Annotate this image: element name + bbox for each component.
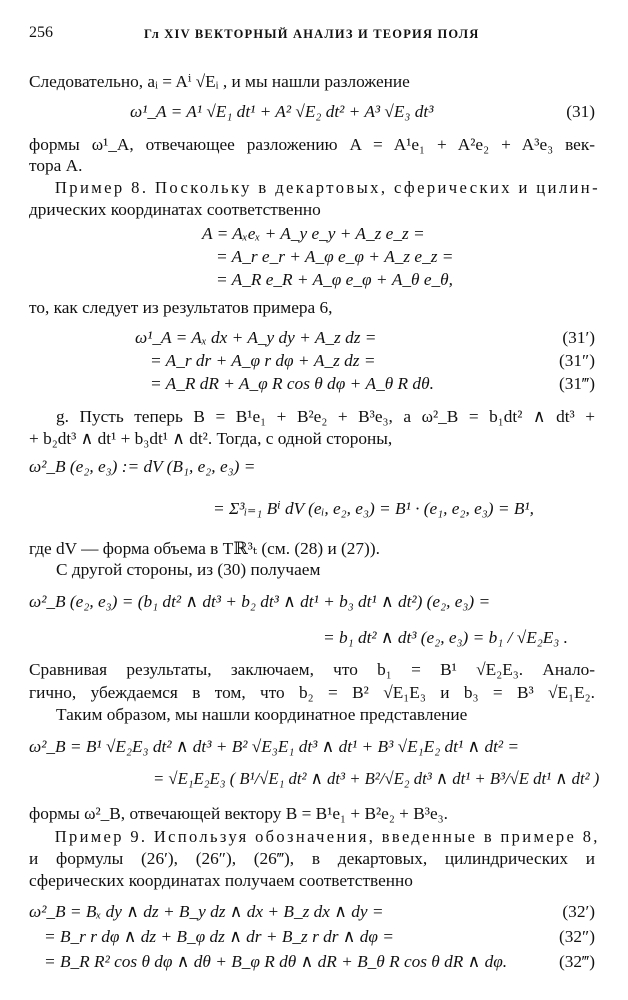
equation: ω²_B = B¹ √E₂E₃ dt² ∧ dt³ + B² √E₃E₁ dt³ ∧ dt¹ + B³ √E₁E₂ dt¹ ∧ dt² = [29,737,520,756]
equation: ω¹_A = Aₓ dx + A_y dy + A_z dz = [135,328,377,347]
equation-number: (31″) [559,351,595,370]
equation: = A_R e_R + A_φ e_φ + A_θ e_θ, [216,270,453,289]
equation: = A_R dR + A_φ R cos θ dφ + A_θ R dθ. [150,374,434,393]
equation: = b₁ dt² ∧ dt³ (e₂, e₃) = b₁ / √E₂E₃ . [323,628,568,647]
text-line: Следовательно, aᵢ = Aⁱ √Eᵢ , и мы нашли разложение [29,72,410,91]
equation: = Σ³ᵢ₌₁ Bⁱ dV (eᵢ, e₂, e₃) = B¹ · (e₁, e₂, e₃) = B¹, [213,499,534,518]
equation-number: (32′) [562,902,595,921]
equation: = A_r e_r + A_φ e_φ + A_z e_z = [216,247,454,266]
equation: A = Aₓeₓ + A_y e_y + A_z e_z = [202,224,425,243]
text-line: тора A. [29,156,83,175]
text-line: формы ω¹_A, отвечающее разложению A = A¹e₁ + A²e₂ + A³e₃ век- [29,135,595,154]
text-line: гично, убеждаемся в том, что b₂ = B² √E₁E₃ и b₃ = B³ √E₁E₂. [29,683,595,702]
text-line: формы ω²_B, отвечающей вектору B = B¹e₁ + B²e₂ + B³e₃. [29,804,448,823]
equation-number: (32″) [559,927,595,946]
equation: = B_R R² cos θ dφ ∧ dθ + B_φ R dθ ∧ dR + B_θ R cos θ dR ∧ dφ. [44,952,508,971]
equation: = B_r r dφ ∧ dz + B_φ dz ∧ dr + B_z r dr ∧ dφ = [44,927,394,946]
text-line: Таким образом, мы нашли координатное представление [56,705,468,724]
text-line: и формулы (26′), (26″), (26‴), в декартовых, цилиндрических и [29,849,595,868]
text-line: Сравнивая результаты, заключаем, что b₁ = B¹ √E₂E₃. Анало- [29,660,595,679]
equation: ω²_B (e₂, e₃) := dV (B₁, e₂, e₃) = [29,457,256,476]
equation-number: (31‴) [559,374,595,393]
equation: ω¹_A = A¹ √E₁ dt¹ + A² √E₂ dt² + A³ √E₃ dt³ [130,102,434,121]
text-line: g. Пусть теперь B = B¹e₁ + B²e₂ + B³e₃, а ω²_B = b₁dt² ∧ dt³ + [56,407,595,426]
equation: ω²_B (e₂, e₃) = (b₁ dt² ∧ dt³ + b₂ dt³ ∧ dt¹ + b₃ dt¹ ∧ dt²) (e₂, e₃) = [29,592,491,611]
text-line: дрических координатах соответственно [29,200,321,219]
equation-number: (32‴) [559,952,595,971]
text-line: сферических координатах получаем соответственно [29,871,413,890]
text-line: + b₂dt³ ∧ dt¹ + b₃dt¹ ∧ dt². Тогда, с одной стороны, [29,429,393,448]
text-line: С другой стороны, из (30) получаем [56,560,321,579]
equation-number: (31′) [562,328,595,347]
equation: = A_r dr + A_φ r dφ + A_z dz = [150,351,376,370]
running-title: Гл XIV ВЕКТОРНЫЙ АНАЛИЗ И ТЕОРИЯ ПОЛЯ [144,27,480,41]
equation-number: (31) [566,102,595,121]
text-line: то, как следует из результатов примера 6, [29,298,333,317]
text-line: где dV — форма объема в Tℝ³ₜ (см. (28) и (27)). [29,539,380,558]
text-line: Пример 9. Используя обозначения, введенные в примере 8, [54,827,600,846]
equation: ω²_B = Bₓ dy ∧ dz + B_y dz ∧ dx + B_z dx ∧ dy = [29,902,384,921]
page-number: 256 [29,24,53,41]
equation: = √E₁E₂E₃ ( B¹/√E₁ dt² ∧ dt³ + B²/√E₂ dt³ ∧ dt¹ + B³/√E dt¹ ∧ dt² ) [153,769,600,788]
text-line: Пример 8. Поскольку в декартовых, сферических и цилин- [54,178,601,197]
